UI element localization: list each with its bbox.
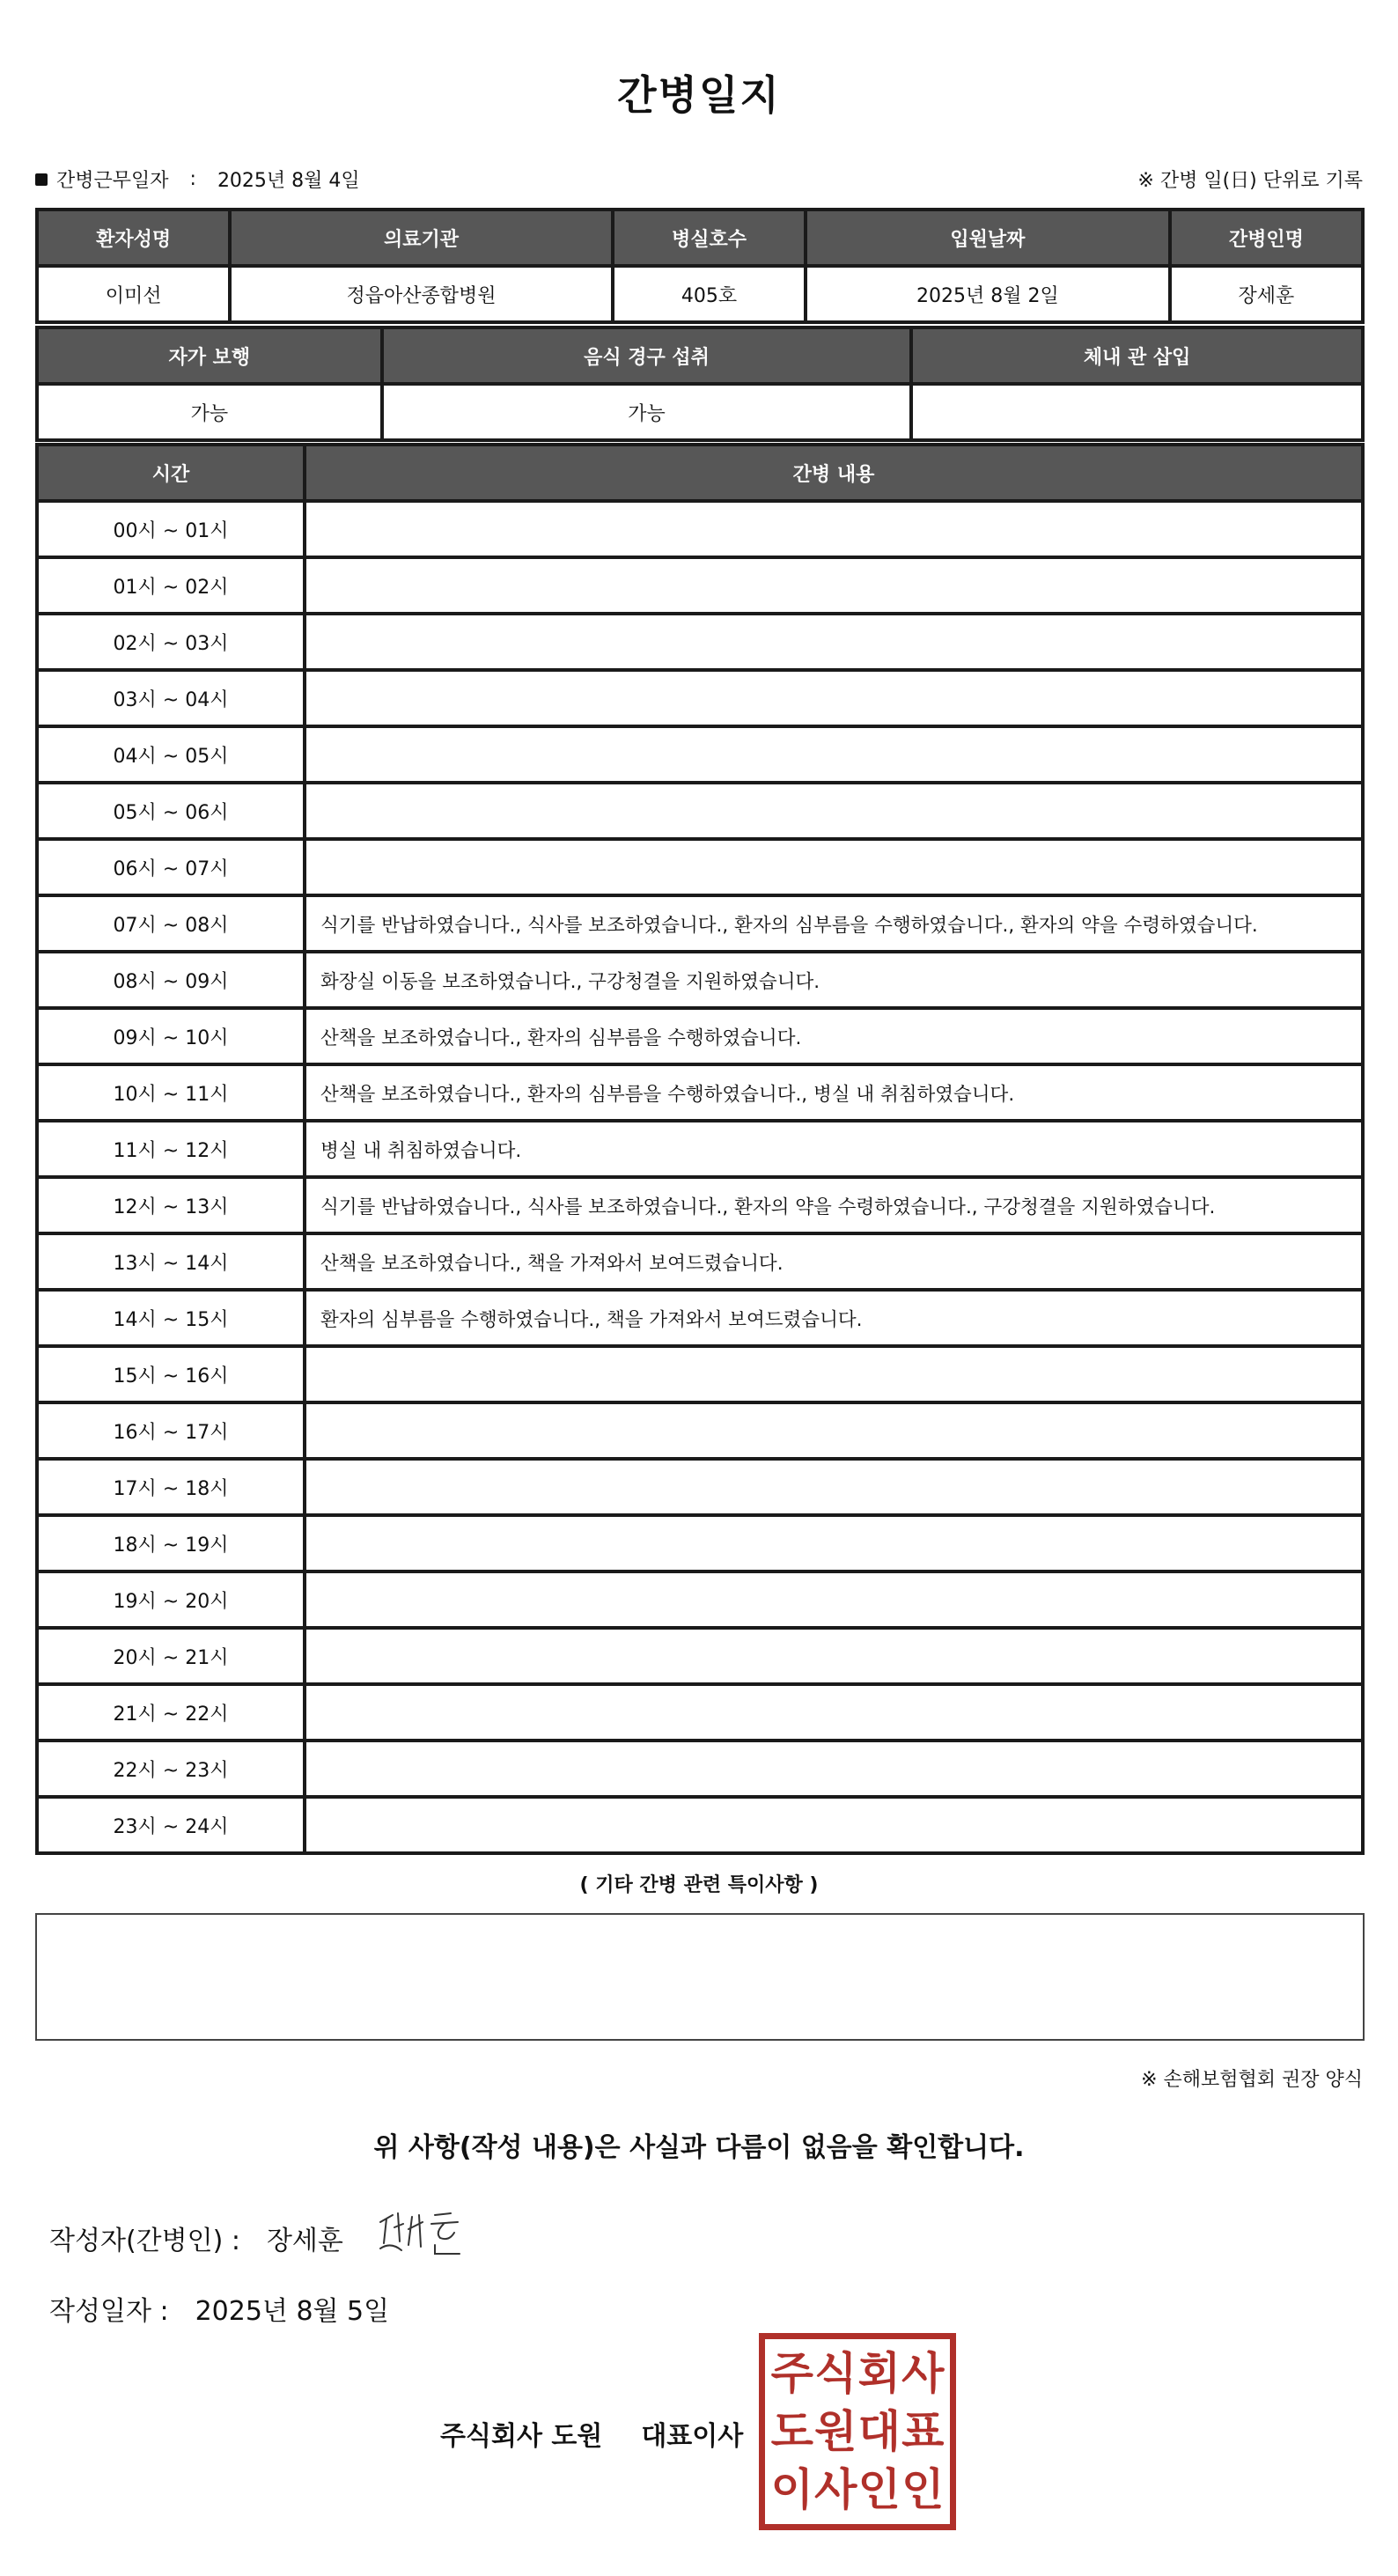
care-content bbox=[306, 503, 1361, 556]
time-slot: 15시 ~ 16시 bbox=[39, 1348, 303, 1401]
company-name: 주식회사 도원 bbox=[440, 2421, 603, 2452]
write-date-value: 2025년 8월 5일 bbox=[195, 2296, 390, 2327]
care-content: 화장실 이동을 보조하였습니다., 구강청결을 지원하였습니다. bbox=[306, 953, 1361, 1006]
table-row bbox=[39, 1235, 1361, 1288]
content-header: 간병 내용 bbox=[306, 446, 1361, 499]
document-title: 간병일지 bbox=[617, 71, 781, 119]
care-content bbox=[306, 841, 1361, 894]
seal-char: 표 bbox=[901, 2406, 945, 2457]
info-header: 입원날짜 bbox=[807, 211, 1168, 264]
info-header: 환자성명 bbox=[39, 211, 228, 264]
care-content bbox=[306, 672, 1361, 725]
time-slot: 11시 ~ 12시 bbox=[39, 1122, 303, 1175]
care-content bbox=[306, 1517, 1361, 1570]
patient-info-table bbox=[35, 208, 1365, 324]
work-date-value: 2025년 8월 4일 bbox=[217, 170, 360, 192]
care-content bbox=[306, 1630, 1361, 1682]
table-row bbox=[39, 728, 1361, 781]
care-content bbox=[306, 784, 1361, 837]
care-content bbox=[306, 1686, 1361, 1739]
caregiver-name: 장세훈 bbox=[1172, 268, 1361, 320]
care-content: 환자의 심부름을 수행하였습니다., 책을 가져와서 보여드렸습니다. bbox=[306, 1292, 1361, 1344]
care-content: 병실 내 취침하였습니다. bbox=[306, 1122, 1361, 1175]
table-row bbox=[39, 953, 1361, 1006]
writer-name: 장세훈 bbox=[266, 2226, 343, 2256]
table-row bbox=[39, 1348, 1361, 1401]
confirmation-statement: 위 사항(작성 내용)은 사실과 다름이 없음을 확인합니다. bbox=[373, 2132, 1025, 2163]
table-row bbox=[39, 1517, 1361, 1570]
unit-note: ※ 간병 일(日) 단위로 기록 bbox=[1137, 170, 1363, 192]
work-date-label: 간병근무일자 bbox=[56, 170, 169, 192]
seal-char: 대 bbox=[857, 2406, 901, 2457]
table-row bbox=[39, 1573, 1361, 1626]
table-row bbox=[39, 841, 1361, 894]
seal-char: 회 bbox=[857, 2348, 901, 2399]
table-row bbox=[39, 672, 1361, 725]
time-slot: 04시 ~ 05시 bbox=[39, 728, 303, 781]
table-row bbox=[39, 1799, 1361, 1851]
time-slot: 06시 ~ 07시 bbox=[39, 841, 303, 894]
status-header: 음식 경구 섭취 bbox=[384, 329, 910, 382]
status-header: 자가 보행 bbox=[39, 329, 380, 382]
care-content: 산책을 보조하였습니다., 환자의 심부름을 수행하였습니다., 병실 내 취침하였습니다. bbox=[306, 1066, 1361, 1119]
care-content bbox=[306, 559, 1361, 612]
time-slot: 01시 ~ 02시 bbox=[39, 559, 303, 612]
company-line bbox=[440, 2414, 743, 2453]
time-slot: 12시 ~ 13시 bbox=[39, 1179, 303, 1232]
seal-char: 인 bbox=[901, 2464, 945, 2515]
time-slot: 05시 ~ 06시 bbox=[39, 784, 303, 837]
seal-char: 이 bbox=[770, 2464, 813, 2515]
hospital-name: 정읍아산종합병원 bbox=[232, 268, 611, 320]
seal-char: 사 bbox=[901, 2348, 945, 2399]
company-role: 대표이사 bbox=[641, 2421, 744, 2452]
seal-char: 사 bbox=[814, 2464, 857, 2515]
info-header: 간병인명 bbox=[1172, 211, 1361, 264]
time-slot: 20시 ~ 21시 bbox=[39, 1630, 303, 1682]
care-content bbox=[306, 1348, 1361, 1401]
time-slot: 10시 ~ 11시 bbox=[39, 1066, 303, 1119]
time-slot: 02시 ~ 03시 bbox=[39, 615, 303, 668]
time-slot: 08시 ~ 09시 bbox=[39, 953, 303, 1006]
time-slot: 03시 ~ 04시 bbox=[39, 672, 303, 725]
tube-insertion-value bbox=[913, 386, 1361, 438]
time-slot: 00시 ~ 01시 bbox=[39, 503, 303, 556]
care-content bbox=[306, 1799, 1361, 1851]
table-row bbox=[39, 1630, 1361, 1682]
care-content bbox=[306, 1742, 1361, 1795]
table-row bbox=[39, 1010, 1361, 1063]
work-date bbox=[35, 166, 360, 193]
seal-char: 인 bbox=[857, 2464, 901, 2515]
admission-date: 2025년 8월 2일 bbox=[807, 268, 1168, 320]
table-row bbox=[39, 1066, 1361, 1119]
info-header: 병실호수 bbox=[614, 211, 804, 264]
time-slot: 13시 ~ 14시 bbox=[39, 1235, 303, 1288]
table-row bbox=[39, 1292, 1361, 1344]
time-header: 시간 bbox=[39, 446, 303, 499]
care-content bbox=[306, 728, 1361, 781]
time-slot: 19시 ~ 20시 bbox=[39, 1573, 303, 1626]
time-slot: 14시 ~ 15시 bbox=[39, 1292, 303, 1344]
time-slot: 21시 ~ 22시 bbox=[39, 1686, 303, 1739]
status-header: 체내 관 삽입 bbox=[913, 329, 1361, 382]
table-row bbox=[39, 1404, 1361, 1457]
table-row bbox=[39, 1461, 1361, 1513]
room-number: 405호 bbox=[614, 268, 804, 320]
patient-name: 이미선 bbox=[39, 268, 228, 320]
self-walking-value: 가능 bbox=[39, 386, 380, 438]
write-date-label: 작성일자 : bbox=[49, 2296, 169, 2327]
seal-char: 원 bbox=[814, 2406, 857, 2457]
table-row bbox=[39, 897, 1361, 950]
bullet-square-icon bbox=[35, 173, 48, 186]
care-content bbox=[306, 1461, 1361, 1513]
special-notes-label: ( 기타 간병 관련 특이사항 ) bbox=[579, 1874, 819, 1896]
insurance-note: ※ 손해보험협회 권장 양식 bbox=[1141, 2069, 1363, 2091]
care-content bbox=[306, 1573, 1361, 1626]
table-row bbox=[39, 559, 1361, 612]
table-row bbox=[39, 784, 1361, 837]
care-content: 식기를 반납하였습니다., 식사를 보조하였습니다., 환자의 심부름을 수행하였습니다., 환자의 약을 수령하였습니다. bbox=[306, 897, 1361, 950]
care-content: 식기를 반납하였습니다., 식사를 보조하였습니다., 환자의 약을 수령하였습니다., 구강청결을 지원하였습니다. bbox=[306, 1179, 1361, 1232]
seal-char: 도 bbox=[770, 2406, 813, 2457]
time-slot: 09시 ~ 10시 bbox=[39, 1010, 303, 1063]
writer-line bbox=[49, 2219, 343, 2257]
company-seal bbox=[759, 2333, 956, 2530]
table-row bbox=[39, 503, 1361, 556]
seal-char: 식 bbox=[814, 2348, 857, 2399]
care-log-table bbox=[35, 443, 1365, 1855]
info-header: 의료기관 bbox=[232, 211, 611, 264]
signature-mark bbox=[373, 2206, 470, 2259]
time-slot: 17시 ~ 18시 bbox=[39, 1461, 303, 1513]
seal-char: 주 bbox=[770, 2348, 813, 2399]
table-row bbox=[39, 1122, 1361, 1175]
time-slot: 22시 ~ 23시 bbox=[39, 1742, 303, 1795]
care-content bbox=[306, 1404, 1361, 1457]
work-date-colon: : bbox=[189, 168, 196, 190]
table-row bbox=[39, 615, 1361, 668]
care-content bbox=[306, 615, 1361, 668]
time-slot: 16시 ~ 17시 bbox=[39, 1404, 303, 1457]
care-content: 산책을 보조하였습니다., 책을 가져와서 보여드렸습니다. bbox=[306, 1235, 1361, 1288]
oral-intake-value: 가능 bbox=[384, 386, 910, 438]
care-content: 산책을 보조하였습니다., 환자의 심부름을 수행하였습니다. bbox=[306, 1010, 1361, 1063]
table-row bbox=[39, 1179, 1361, 1232]
write-date-line bbox=[49, 2289, 389, 2328]
writer-label: 작성자(간병인) : bbox=[49, 2226, 240, 2256]
time-slot: 23시 ~ 24시 bbox=[39, 1799, 303, 1851]
table-row bbox=[39, 1742, 1361, 1795]
time-slot: 18시 ~ 19시 bbox=[39, 1517, 303, 1570]
special-notes-box bbox=[35, 1913, 1365, 2041]
table-row bbox=[39, 1686, 1361, 1739]
time-slot: 07시 ~ 08시 bbox=[39, 897, 303, 950]
patient-status-table bbox=[35, 326, 1365, 442]
